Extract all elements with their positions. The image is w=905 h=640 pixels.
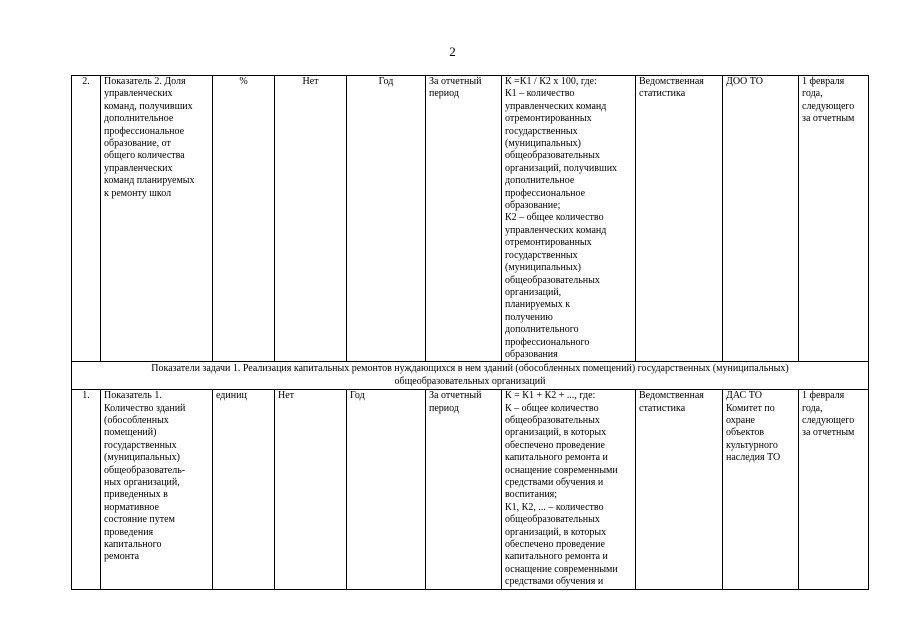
formula-cell: К = К1 + К2 + ..., где: К – общее количество общеобразовательных организаций, в которых обеспечено проведение капитального ремонта и оснащение современными средствами обучения и воспитания; К1, К2, ... – количество общеобразовательных организаций, в которых обеспечено проведение капитального ремонта и оснащение современными средствами обучения и (502, 390, 636, 590)
unit-cell: % (213, 76, 275, 362)
table-row-indicator-2 (72, 76, 869, 362)
section-heading-row (72, 362, 869, 390)
deadline-cell: 1 февраля года, следующего за отчетным (799, 390, 869, 590)
indicator-name: Показатель 2. Доля управленческих команд, получивших дополнительное профессиональное образование, от общего количества управленческих команд планируемых к ремонту школ (101, 76, 213, 362)
unit-cell: единиц (213, 390, 275, 590)
source-cell: Ведомственная статистика (636, 390, 723, 590)
deadline-cell: 1 февраля года, следующего за отчетным (799, 76, 869, 362)
responsible-cell: ДАС ТО Комитет по охране объектов культурного наследия ТО (723, 390, 799, 590)
period-cell: Год (347, 76, 426, 362)
flag-cell: Нет (275, 390, 347, 590)
responsible-cell: ДОО ТО (723, 76, 799, 362)
flag-cell: Нет (275, 76, 347, 362)
row-number: 2. (72, 76, 101, 362)
period-cell: Год (347, 390, 426, 590)
formula-cell: К =К1 / К2 x 100, где: К1 – количество управленческих команд отремонтированных государственных (муниципальных) общеобразовательных организаций, получивших дополнительное профессиональное образование; К2 – общее количество управленческих команд отремонтированных государственных (муниципальных) общеобразовательных организаций, планируемых к получению дополнительного профессионального образования (502, 76, 636, 362)
indicators-table (71, 75, 869, 590)
section-heading: Показатели задачи 1. Реализация капитальных ремонтов нуждающихся в нем зданий (обособленных помещений) государственных (муниципальных) общеобразовательных организаций (72, 362, 869, 390)
table-row-indicator-1 (72, 390, 869, 590)
report-period-cell: За отчетный период (426, 390, 502, 590)
page-number: 2 (449, 44, 456, 59)
row-number: 1. (72, 390, 101, 590)
report-period-cell: За отчетный период (426, 76, 502, 362)
source-cell: Ведомственная статистика (636, 76, 723, 362)
indicator-name: Показатель 1. Количество зданий (обособленных помещений) государственных (муниципальных) общеобразователь- ных организаций, приведенных в нормативное состояние путем проведения капитального ремонта (101, 390, 213, 590)
